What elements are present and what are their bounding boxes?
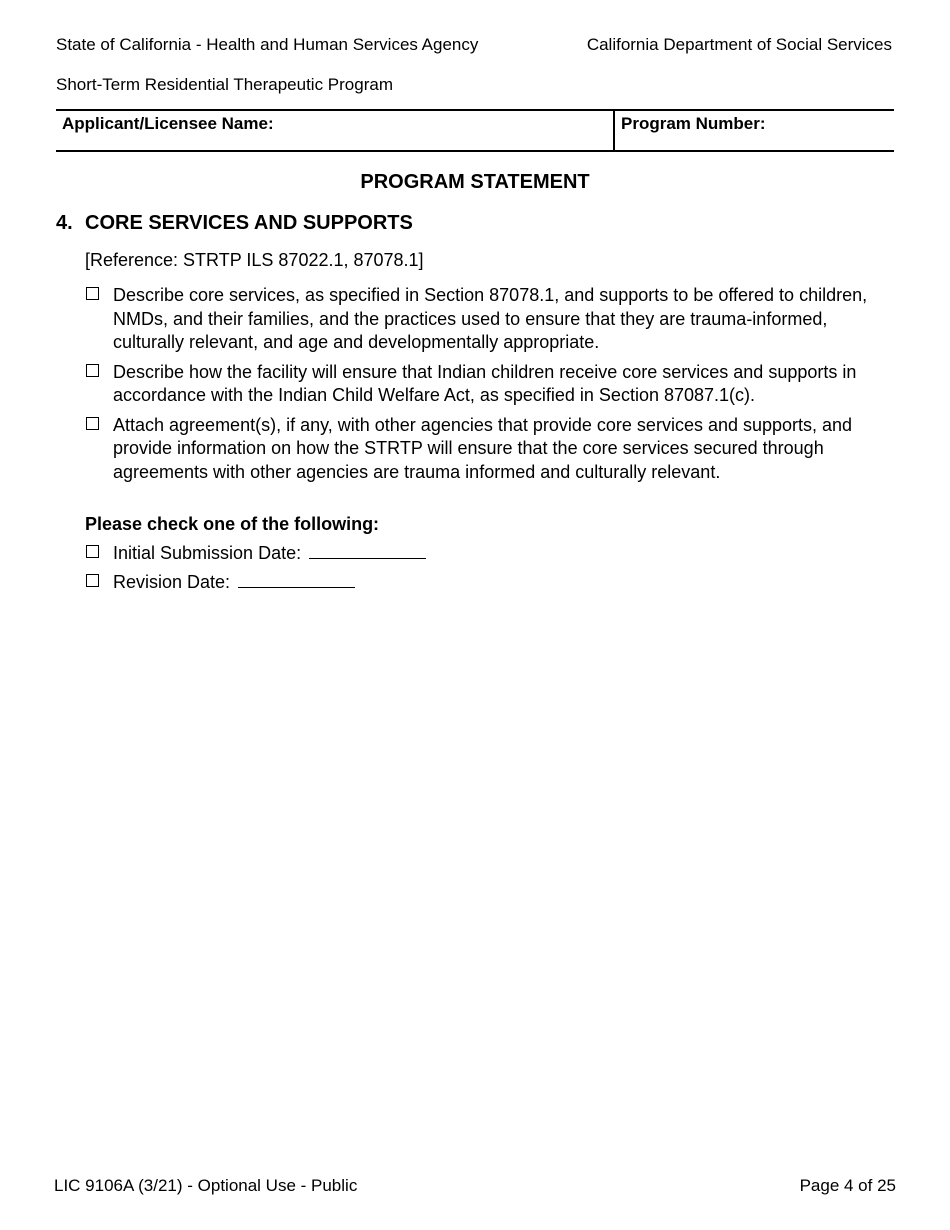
applicant-name-label: Applicant/Licensee Name: bbox=[62, 114, 274, 133]
checkbox[interactable] bbox=[86, 364, 99, 377]
section-title: CORE SERVICES AND SUPPORTS bbox=[85, 212, 413, 234]
checklist-item bbox=[85, 361, 900, 408]
checklist-item-text: Describe how the facility will ensure that Indian children receive core services and supports in accordance with the Indian Child Welfare Act, as specified in Section 87087.1(c). bbox=[113, 361, 857, 405]
reference-citation: [Reference: STRTP ILS 87022.1, 87078.1] bbox=[85, 250, 424, 270]
checkbox[interactable] bbox=[86, 417, 99, 430]
checklist-item bbox=[85, 284, 900, 355]
revision-label: Revision Date: bbox=[113, 571, 231, 592]
document-title: PROGRAM STATEMENT bbox=[360, 171, 590, 193]
submission-type-options bbox=[85, 542, 900, 599]
program-name: Short-Term Residential Therapeutic Program bbox=[56, 75, 393, 94]
submission-type-label: Please check one of the following: bbox=[85, 514, 380, 534]
checklist-item-text: Attach agreement(s), if any, with other agencies that provide core services and supports, and provide information on how the STRTP will ensure that the core services secured through agreements with other agencies are trauma informed and culturally relevant. bbox=[113, 414, 853, 482]
initial-submission-checkbox[interactable] bbox=[86, 545, 99, 558]
checklist-item bbox=[85, 414, 900, 485]
initial-submission-label: Initial Submission Date: bbox=[113, 543, 302, 563]
revision-date-field[interactable] bbox=[238, 572, 355, 588]
program-number-label: Program Number: bbox=[621, 114, 766, 133]
section-heading bbox=[56, 211, 413, 235]
revision-checkbox[interactable] bbox=[86, 574, 99, 587]
agency-name: State of California - Health and Human Services Agency bbox=[56, 35, 479, 54]
requirements-checklist bbox=[85, 284, 900, 490]
department-name: California Department of Social Services bbox=[586, 35, 892, 54]
checkbox[interactable] bbox=[86, 287, 99, 300]
page-number: Page 4 of 25 bbox=[799, 1176, 896, 1195]
section-number: 4. bbox=[56, 212, 73, 234]
form-identifier: LIC 9106A (3/21) - Optional Use - Public bbox=[54, 1176, 358, 1195]
revision-option bbox=[85, 571, 900, 595]
identification-table bbox=[56, 109, 894, 152]
checklist-item-text: Describe core services, as specified in Section 87078.1, and supports to be offered to children, NMDs, and their families, and the practices used to ensure that they are trauma-informed, culturally relevant, and age and developmentally appropriate. bbox=[113, 285, 868, 352]
program-number-field[interactable] bbox=[615, 111, 894, 150]
applicant-name-field[interactable] bbox=[56, 111, 615, 150]
initial-submission-option bbox=[85, 542, 900, 566]
initial-submission-date-field[interactable] bbox=[309, 543, 426, 559]
